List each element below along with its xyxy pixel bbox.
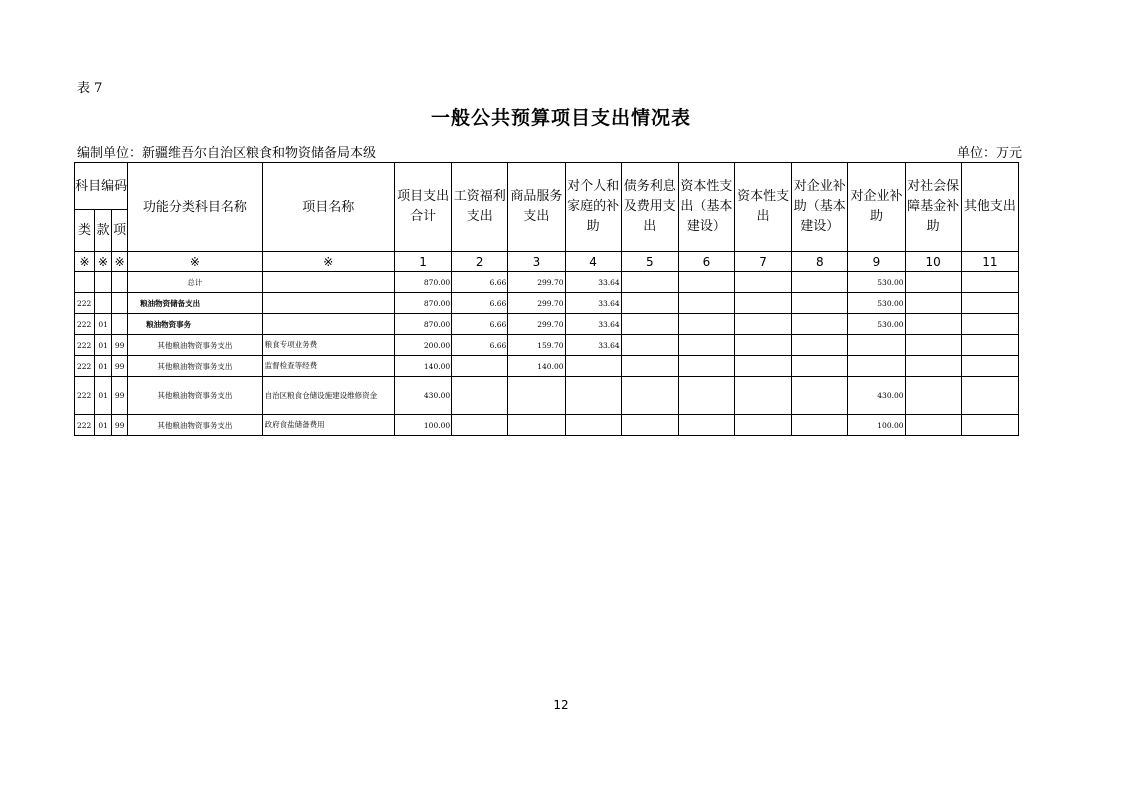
cell-amount-6 xyxy=(678,377,734,415)
index-cell: ※ xyxy=(128,252,262,272)
cell-amount-3: 299.70 xyxy=(508,293,565,314)
cell-amount-2 xyxy=(452,356,508,377)
cell-amount-8 xyxy=(792,272,848,293)
cell-amount-10 xyxy=(905,314,961,335)
table-row xyxy=(75,415,1019,436)
cell-amount-11 xyxy=(961,377,1018,415)
cell-amount-1: 870.00 xyxy=(394,272,451,293)
cell-amount-7 xyxy=(735,415,792,436)
cell-project-name xyxy=(262,272,394,293)
col-1: 项目支出合计 xyxy=(394,163,451,252)
cell-amount-3: 140.00 xyxy=(508,356,565,377)
cell-amount-8 xyxy=(792,356,848,377)
cell-amount-8 xyxy=(792,415,848,436)
col-func-name: 功能分类科目名称 xyxy=(128,163,262,252)
cell-amount-11 xyxy=(961,415,1018,436)
cell-amount-2 xyxy=(452,377,508,415)
col-kuan: 款 xyxy=(95,210,112,252)
cell-lei: 222 xyxy=(75,356,95,377)
index-cell: ※ xyxy=(75,252,95,272)
table-row xyxy=(75,314,1019,335)
cell-amount-11 xyxy=(961,314,1018,335)
cell-amount-11 xyxy=(961,272,1018,293)
cell-amount-9: 530.00 xyxy=(848,293,905,314)
cell-project-name: 监督检查等经费 xyxy=(262,356,394,377)
cell-amount-1: 430.00 xyxy=(394,377,451,415)
index-cell: 8 xyxy=(792,252,848,272)
cell-amount-1: 870.00 xyxy=(394,314,451,335)
cell-func-name: 其他粮油物资事务支出 xyxy=(128,415,262,436)
cell-amount-10 xyxy=(905,377,961,415)
index-cell: 1 xyxy=(394,252,451,272)
index-cell: 10 xyxy=(905,252,961,272)
cell-amount-7 xyxy=(735,356,792,377)
cell-amount-9 xyxy=(848,335,905,356)
index-cell: ※ xyxy=(112,252,128,272)
cell-amount-4 xyxy=(565,415,621,436)
index-row xyxy=(75,252,1019,272)
cell-amount-9: 100.00 xyxy=(848,415,905,436)
cell-amount-2: 6.66 xyxy=(452,335,508,356)
col-10: 对社会保障基金补助 xyxy=(905,163,961,252)
table-row xyxy=(75,377,1019,415)
cell-amount-5 xyxy=(621,377,678,415)
budget-table xyxy=(74,162,1019,436)
cell-amount-5 xyxy=(621,293,678,314)
cell-lei: 222 xyxy=(75,335,95,356)
col-4: 对个人和家庭的补助 xyxy=(565,163,621,252)
table-row xyxy=(75,272,1019,293)
cell-project-name xyxy=(262,293,394,314)
col-lei: 类 xyxy=(75,210,95,252)
cell-amount-10 xyxy=(905,335,961,356)
cell-amount-6 xyxy=(678,293,734,314)
cell-func-name: 其他粮油物资事务支出 xyxy=(128,335,262,356)
col-7: 资本性支出 xyxy=(735,163,792,252)
index-cell: 4 xyxy=(565,252,621,272)
cell-amount-6 xyxy=(678,356,734,377)
index-cell: 5 xyxy=(621,252,678,272)
col-2: 工资福利支出 xyxy=(452,163,508,252)
cell-amount-1: 870.00 xyxy=(394,293,451,314)
col-code-group: 科目编码 xyxy=(75,163,128,210)
cell-amount-9 xyxy=(848,356,905,377)
cell-amount-7 xyxy=(735,377,792,415)
cell-lei: 222 xyxy=(75,314,95,335)
cell-amount-8 xyxy=(792,377,848,415)
cell-xiang xyxy=(112,272,128,293)
index-cell: 9 xyxy=(848,252,905,272)
currency-unit: 单位：万元 xyxy=(957,146,1023,161)
col-5: 债务利息及费用支出 xyxy=(621,163,678,252)
cell-amount-10 xyxy=(905,356,961,377)
col-11: 其他支出 xyxy=(961,163,1018,252)
cell-lei: 222 xyxy=(75,415,95,436)
cell-amount-6 xyxy=(678,415,734,436)
col-8: 对企业补助（基本建设） xyxy=(792,163,848,252)
cell-lei xyxy=(75,272,95,293)
cell-project-name: 粮食专项业务费 xyxy=(262,335,394,356)
col-project-name: 项目名称 xyxy=(262,163,394,252)
cell-amount-11 xyxy=(961,335,1018,356)
cell-amount-4 xyxy=(565,356,621,377)
cell-func-name: 粮油物资储备支出 xyxy=(128,293,262,314)
cell-func-name: 其他粮油物资事务支出 xyxy=(128,377,262,415)
cell-amount-10 xyxy=(905,293,961,314)
page-title: 一般公共预算项目支出情况表 xyxy=(430,107,691,129)
cell-amount-10 xyxy=(905,272,961,293)
cell-kuan: 01 xyxy=(95,377,112,415)
cell-amount-2: 6.66 xyxy=(452,314,508,335)
cell-amount-5 xyxy=(621,415,678,436)
page-number: 12 xyxy=(553,698,569,712)
cell-amount-5 xyxy=(621,272,678,293)
cell-amount-7 xyxy=(735,314,792,335)
cell-kuan xyxy=(95,293,112,314)
index-cell: 3 xyxy=(508,252,565,272)
index-cell: 2 xyxy=(452,252,508,272)
cell-amount-2 xyxy=(452,415,508,436)
cell-func-name: 粮油物资事务 xyxy=(128,314,262,335)
cell-amount-2: 6.66 xyxy=(452,272,508,293)
cell-amount-11 xyxy=(961,356,1018,377)
index-cell: ※ xyxy=(95,252,112,272)
table-row xyxy=(75,335,1019,356)
cell-amount-5 xyxy=(621,356,678,377)
col-3: 商品服务支出 xyxy=(508,163,565,252)
cell-xiang: 99 xyxy=(112,377,128,415)
table-row xyxy=(75,293,1019,314)
cell-amount-3: 299.70 xyxy=(508,314,565,335)
cell-amount-9: 430.00 xyxy=(848,377,905,415)
cell-amount-10 xyxy=(905,415,961,436)
cell-func-name: 其他粮油物资事务支出 xyxy=(128,356,262,377)
cell-amount-3 xyxy=(508,415,565,436)
cell-amount-4: 33.64 xyxy=(565,293,621,314)
cell-amount-1: 140.00 xyxy=(394,356,451,377)
index-cell: 11 xyxy=(961,252,1018,272)
cell-amount-7 xyxy=(735,335,792,356)
table-row xyxy=(75,356,1019,377)
cell-amount-3 xyxy=(508,377,565,415)
cell-kuan: 01 xyxy=(95,314,112,335)
cell-amount-11 xyxy=(961,293,1018,314)
cell-amount-6 xyxy=(678,314,734,335)
cell-amount-7 xyxy=(735,272,792,293)
cell-amount-9: 530.00 xyxy=(848,314,905,335)
cell-kuan: 01 xyxy=(95,415,112,436)
cell-xiang: 99 xyxy=(112,335,128,356)
cell-amount-2: 6.66 xyxy=(452,293,508,314)
cell-kuan: 01 xyxy=(95,356,112,377)
cell-project-name: 自治区粮食仓储设施建设维修资金 xyxy=(262,377,394,415)
cell-xiang: 99 xyxy=(112,415,128,436)
cell-amount-4: 33.64 xyxy=(565,335,621,356)
cell-amount-6 xyxy=(678,272,734,293)
cell-amount-1: 100.00 xyxy=(394,415,451,436)
cell-func-name: 总计 xyxy=(128,272,262,293)
cell-kuan: 01 xyxy=(95,335,112,356)
cell-amount-8 xyxy=(792,335,848,356)
cell-xiang xyxy=(112,314,128,335)
index-cell: 6 xyxy=(678,252,734,272)
cell-amount-1: 200.00 xyxy=(394,335,451,356)
compiling-unit: 编制单位：新疆维吾尔自治区粮食和物资储备局本级 xyxy=(77,146,377,161)
cell-amount-4: 33.64 xyxy=(565,314,621,335)
table-number: 表 7 xyxy=(77,81,103,96)
cell-xiang: 99 xyxy=(112,356,128,377)
cell-project-name: 政府食盐储备费用 xyxy=(262,415,394,436)
index-cell: ※ xyxy=(262,252,394,272)
col-9: 对企业补助 xyxy=(848,163,905,252)
cell-lei: 222 xyxy=(75,377,95,415)
cell-amount-3: 159.70 xyxy=(508,335,565,356)
cell-lei: 222 xyxy=(75,293,95,314)
cell-xiang xyxy=(112,293,128,314)
index-cell: 7 xyxy=(735,252,792,272)
cell-amount-3: 299.70 xyxy=(508,272,565,293)
col-6: 资本性支出（基本建设） xyxy=(678,163,734,252)
cell-amount-5 xyxy=(621,335,678,356)
cell-amount-4: 33.64 xyxy=(565,272,621,293)
cell-amount-7 xyxy=(735,293,792,314)
cell-amount-9: 530.00 xyxy=(848,272,905,293)
cell-project-name xyxy=(262,314,394,335)
cell-amount-4 xyxy=(565,377,621,415)
cell-amount-8 xyxy=(792,293,848,314)
cell-amount-6 xyxy=(678,335,734,356)
cell-amount-8 xyxy=(792,314,848,335)
cell-amount-5 xyxy=(621,314,678,335)
cell-kuan xyxy=(95,272,112,293)
col-xiang: 项 xyxy=(112,210,128,252)
